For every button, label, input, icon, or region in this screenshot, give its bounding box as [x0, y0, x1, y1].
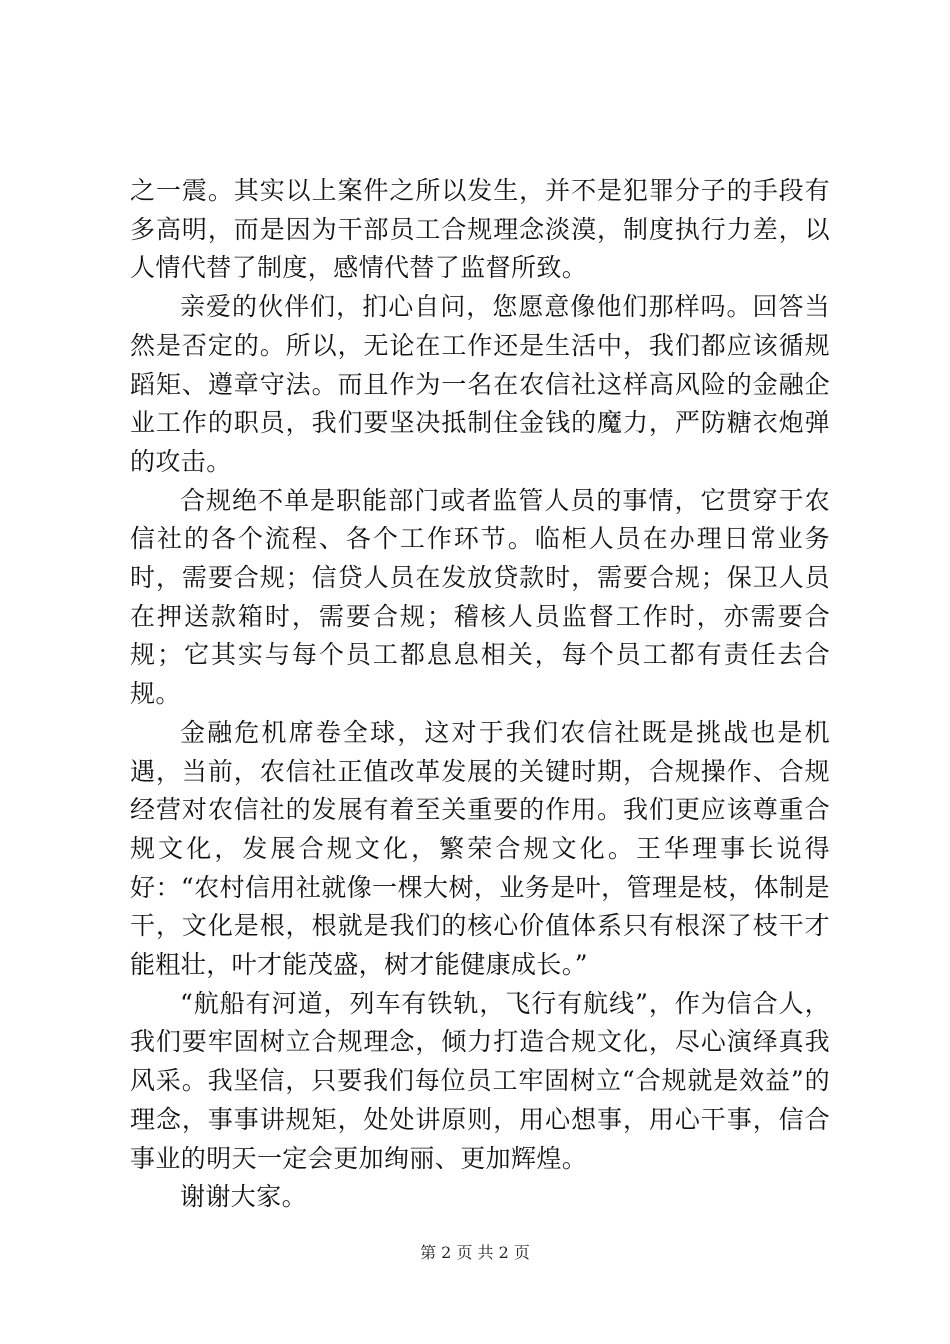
paragraph-6: 谢谢大家。 — [180, 1182, 308, 1212]
page-footer: 第 2 页 共 2 页 — [420, 1243, 530, 1262]
document-body — [130, 172, 830, 1217]
paragraph-4: 金融危机席卷全球，这对于我们农信社既是挑战也是机遇，当前，农信社正值改革发展的关键时期，合规操作、合规经营对农信社的发展有着至关重要的作用。我们更应该尊重合规文化，发展合规文化，繁荣合规文化。王华理事长说得好：“农村信用社就像一棵大树，业务是叶，管理是枝，体制是干，文化是根，根就是我们的核心价值体系只有根深了枝干才能粗壮，叶才能茂盛，树才能健康成长。” — [130, 717, 830, 980]
paragraph-1: 之一震。其实以上案件之所以发生，并不是犯罪分子的手段有多高明，而是因为干部员工合规理念淡漠，制度执行力差，以人情代替了制度，感情代替了监督所致。 — [130, 176, 830, 283]
paragraph-3: 合规绝不单是职能部门或者监管人员的事情，它贯穿于农信社的各个流程、各个工作环节。临柜人员在办理日常业务时，需要合规；信贷人员在发放贷款时，需要合规；保卫人员在押送款箱时，需要合规；稽核人员监督工作时，亦需要合规；它其实与每个员工都息息相关，每个员工都有责任去合规。 — [130, 485, 830, 709]
paragraph-2: 亲爱的伙伴们，扪心自问，您愿意像他们那样吗。回答当然是否定的。所以，无论在工作还是生活中，我们都应该循规蹈矩、遵章守法。而且作为一名在农信社这样高风险的金融企业工作的职员，我们要坚决抵制住金钱的魔力，严防糖衣炮弹的攻击。 — [130, 292, 830, 476]
paragraph-5: “航船有河道，列车有铁轨，飞行有航线”，作为信合人，我们要牢固树立合规理念，倾力打造合规文化，尽心演绎真我风采。我坚信，只要我们每位员工牢固树立“合规就是效益”的理念，事事讲规矩，处处讲原则，用心想事，用心干事，信合事业的明天一定会更加绚丽、更加辉煌。 — [130, 988, 830, 1173]
